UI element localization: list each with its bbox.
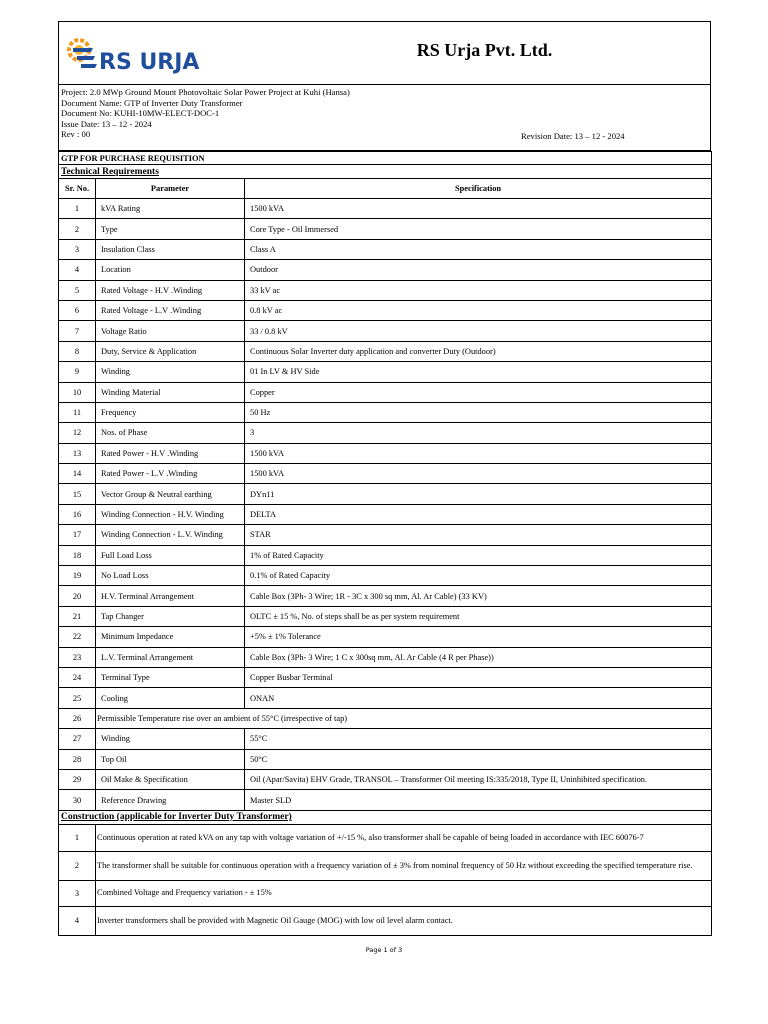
table-row [59,443,712,463]
table-row [59,525,712,545]
row-parameter: Rated Power - L.V .Winding [96,464,245,484]
row-sr: 17 [59,525,96,545]
row-sr: 25 [59,688,96,708]
row-parameter: kVA Rating [96,199,245,219]
row-parameter: Winding [96,729,245,749]
row-sr: 19 [59,566,96,586]
table-row [59,606,712,626]
row-sr: 9 [59,362,96,382]
row-parameter: Location [96,260,245,280]
row-parameter: Reference Drawing [96,790,245,810]
table-row [59,321,712,341]
table-row [59,729,712,749]
row-specification: 50 Hz [245,402,712,422]
table-row [59,667,712,687]
row-specification: Master SLD [245,790,712,810]
row-parameter: Duty, Service & Application [96,341,245,361]
row-parameter: No Load Loss [96,566,245,586]
row-specification: STAR [245,525,712,545]
table-row [59,484,712,504]
row-parameter: Tap Changer [96,606,245,626]
row-specification: Class A [245,239,712,259]
table-row [59,749,712,769]
gtp-table [58,151,712,936]
row-specification: Cable Box (3Ph- 3 Wire; 1R - 3C x 300 sq mm, Al. Ar Cable) (33 KV) [245,586,712,606]
row-specification: ONAN [245,688,712,708]
row-sr: 4 [59,260,96,280]
header-parameter: Parameter [96,179,245,199]
row-sr: 23 [59,647,96,667]
header-sr: Sr. No. [59,179,96,199]
construction-row [59,824,712,851]
table-row [59,790,712,810]
row-sr: 21 [59,606,96,626]
row-sr: 4 [59,906,96,935]
construction-row [59,906,712,935]
row-specification: 1500 kVA [245,199,712,219]
row-sr: 2 [59,219,96,239]
row-specification: 50°C [245,749,712,769]
row-sr: 7 [59,321,96,341]
project-line: Project: 2.0 MWp Ground Mount Photovoltaic Solar Power Project at Kuhi (Hansa) [61,87,350,97]
row-parameter: Winding Connection - H.V. Winding [96,504,245,524]
row-specification: 33 kV ac [245,280,712,300]
row-sr: 15 [59,484,96,504]
rev-line: Rev : 00 [61,129,91,139]
svg-text:RS URJA: RS URJA [99,50,200,75]
row-specification: 01 In LV & HV Side [245,362,712,382]
row-specification: 33 / 0.8 kV [245,321,712,341]
section-technical [59,165,712,179]
row-specification: 0.1% of Rated Capacity [245,566,712,586]
table-row [59,300,712,320]
row-specification: 1% of Rated Capacity [245,545,712,565]
table-row [59,382,712,402]
row-sr: 1 [59,199,96,219]
row-specification: Oil (Apar/Savita) EHV Grade, TRANSOL – Transformer Oil meeting IS:335/2018, Type II, Uninhibited specification. [245,769,712,789]
row-sr: 2 [59,851,96,880]
row-specification: DELTA [245,504,712,524]
row-specification: Core Type - Oil Immersed [245,219,712,239]
row-parameter: H.V. Terminal Arrangement [96,586,245,606]
document-name-line: Document Name: GTP of Inverter Duty Transformer [61,97,243,108]
document-meta [58,85,711,151]
row-parameter: L.V. Terminal Arrangement [96,647,245,667]
row-sr: 29 [59,769,96,789]
row-parameter: Insulation Class [96,239,245,259]
row-sr: 3 [59,880,96,906]
row-specification: 0.8 kV ac [245,300,712,320]
row-sr: 27 [59,729,96,749]
row-parameter: Winding Connection - L.V. Winding [96,525,245,545]
page-number: Page 1 of 3 [365,946,403,954]
table-row [59,464,712,484]
section-gtp-label: GTP FOR PURCHASE REQUISITION [59,152,712,165]
issue-date-line: Issue Date: 13 – 12 - 2024 [61,118,152,129]
table-row [59,341,712,361]
table-row [59,769,712,789]
row-sr: 16 [59,504,96,524]
row-specification: Copper [245,382,712,402]
row-sr: 13 [59,443,96,463]
revision-date: Revision Date: 13 – 12 - 2024 [521,131,625,141]
section-gtp [59,152,712,165]
row-parameter: Top Oil [96,749,245,769]
row-parameter: Frequency [96,402,245,422]
document-header [58,21,711,85]
row-sr: 1 [59,824,96,851]
table-row [59,260,712,280]
row-parameter: Winding [96,362,245,382]
company-logo [63,28,203,76]
table-row-26 [59,708,712,728]
table-row [59,423,712,443]
row-parameter: Cooling [96,688,245,708]
row-specification: Copper Busbar Terminal [245,667,712,687]
row-sr: 12 [59,423,96,443]
row-sr: 28 [59,749,96,769]
construction-row [59,880,712,906]
table-row [59,627,712,647]
table-row [59,688,712,708]
row-parameter: Vector Group & Neutral earthing [96,484,245,504]
row-sr: 3 [59,239,96,259]
row-parameter: Winding Material [96,382,245,402]
row-specification: Cable Box (3Ph- 3 Wire; 1 C x 300sq mm, Al. Ar Cable (4 R per Phase)) [245,647,712,667]
row-sr: 30 [59,790,96,810]
table-row [59,199,712,219]
company-name: RS Urja Pvt. Ltd. [416,40,553,60]
section-construction [59,810,712,824]
row-sr: 6 [59,300,96,320]
document-no-line: Document No: KUHI-10MW-ELECT-DOC-1 [61,108,220,118]
row-sr: 5 [59,280,96,300]
row-sr: 10 [59,382,96,402]
table-row [59,219,712,239]
row-parameter: Voltage Ratio [96,321,245,341]
row-sr: 24 [59,667,96,687]
construction-text: Inverter transformers shall be provided with Magnetic Oil Gauge (MOG) with low oil level alarm contact. [96,906,712,935]
document-page [58,21,711,936]
construction-text: Continuous operation at rated kVA on any tap with voltage variation of +/-15 %, also transformer shall be capable of being loaded in accordance with IEC 60076-7 [96,824,712,851]
construction-row [59,851,712,880]
table-row [59,402,712,422]
row-sr: 26 [59,708,96,728]
row-specification: DYn11 [245,484,712,504]
section-construction-label: Construction (applicable for Inverter Duty Transformer) [59,810,712,824]
row-specification: 1500 kVA [245,443,712,463]
row-sr: 14 [59,464,96,484]
row-parameter: Nos. of Phase [96,423,245,443]
table-row [59,545,712,565]
row-specification: Outdoor [245,260,712,280]
row-temperature-rise: Permissible Temperature rise over an ambient of 55°C (irrespective of tap) [96,708,712,728]
table-row [59,647,712,667]
row-sr: 20 [59,586,96,606]
row-parameter: Type [96,219,245,239]
row-parameter: Oil Make & Specification [96,769,245,789]
row-sr: 8 [59,341,96,361]
row-parameter: Rated Power - H.V .Winding [96,443,245,463]
row-specification: OLTC ± 15 %, No. of steps shall be as per system requirement [245,606,712,626]
row-specification: 3 [245,423,712,443]
row-specification: 1500 kVA [245,464,712,484]
section-technical-label: Technical Requirements [59,165,712,179]
construction-text: The transformer shall be suitable for continuous operation with a frequency variation of ± 3% from nominal frequency of 50 Hz without exceeding the specified temperature rise. [96,851,712,880]
row-specification: 55°C [245,729,712,749]
row-sr: 18 [59,545,96,565]
row-parameter: Rated Voltage - L.V .Winding [96,300,245,320]
row-parameter: Full Load Loss [96,545,245,565]
table-row [59,362,712,382]
table-header-row [59,179,712,199]
row-parameter: Terminal Type [96,667,245,687]
table-row [59,239,712,259]
row-specification: Continuous Solar Inverter duty application and converter Duty (Outdoor) [245,341,712,361]
row-sr: 11 [59,402,96,422]
row-parameter: Minimum Impedance [96,627,245,647]
construction-text: Combined Voltage and Frequency variation - ± 15% [96,880,712,906]
row-sr: 22 [59,627,96,647]
table-row [59,504,712,524]
row-parameter: Rated Voltage - H.V .Winding [96,280,245,300]
row-specification: +5% ± 1% Tolerance [245,627,712,647]
table-row [59,566,712,586]
table-row [59,280,712,300]
table-row [59,586,712,606]
header-specification: Specification [245,179,712,199]
